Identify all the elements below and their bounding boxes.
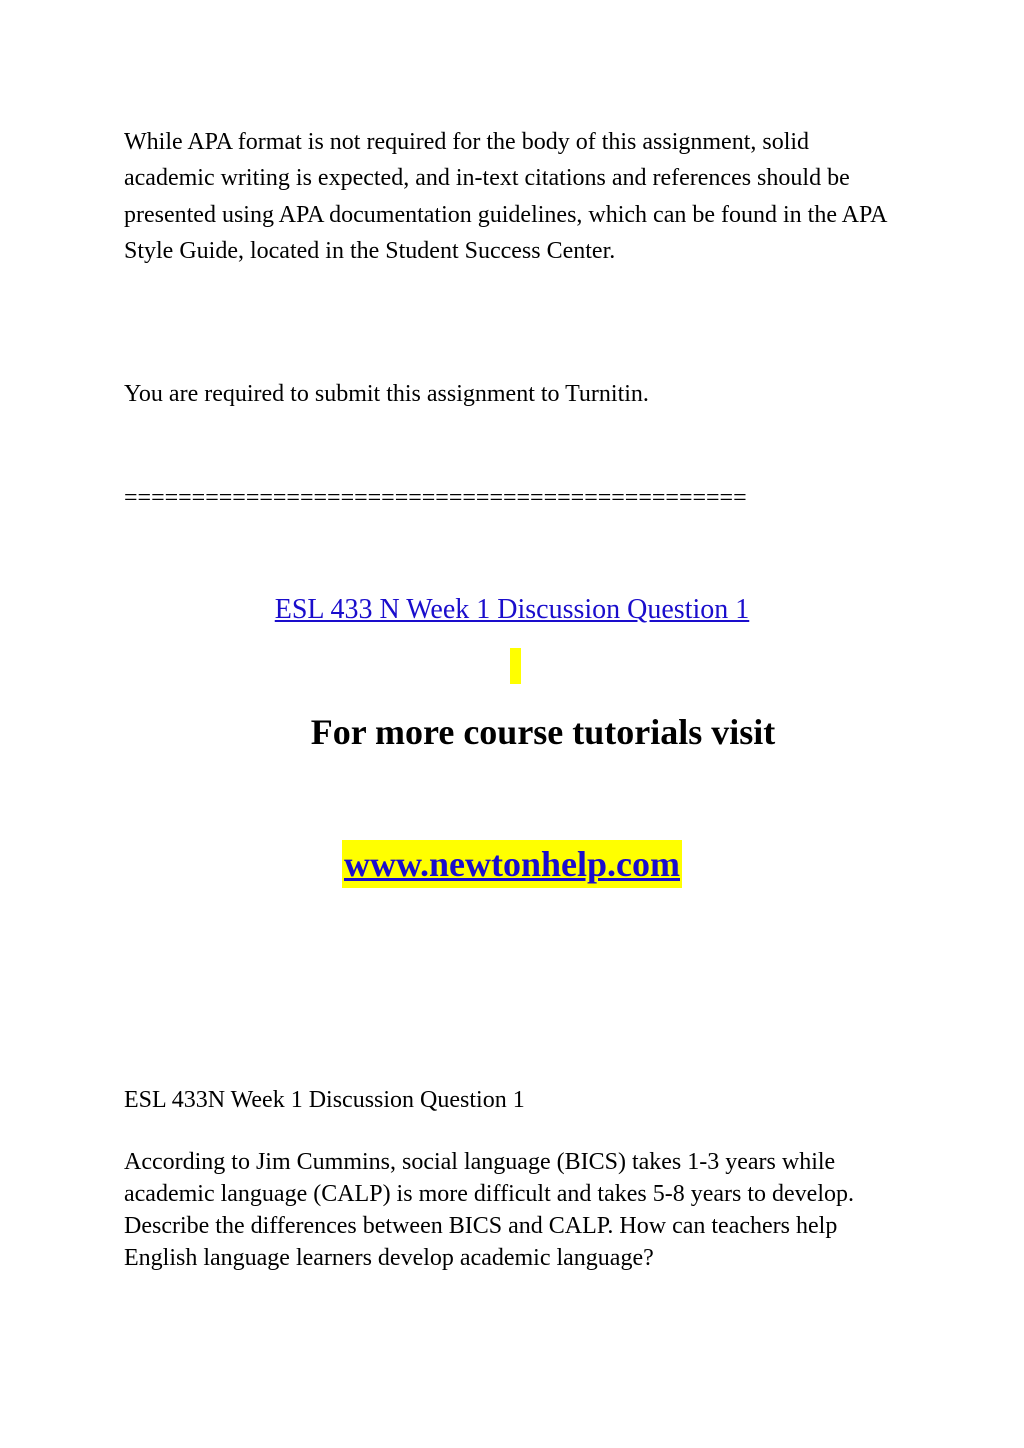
apa-requirement-paragraph: While APA format is not required for the body of this assignment, solid academic writing is expected, and in-text citations and references should be presented using APA documentation guidelines, which can be found in the APA Style Guide, located in the Student Success Center. [124,129,887,265]
tutorials-heading: For more course tutorials visit [310,712,776,752]
text-cursor-highlight [510,648,521,684]
separator-line: ============================================== [124,485,747,511]
newtonhelp-site-link[interactable]: www.newtonhelp.com [342,840,682,888]
course-discussion-link[interactable]: ESL 433 N Week 1 Discussion Question 1 [274,594,750,625]
question-title: ESL 433N Week 1 Discussion Question 1 [124,1087,525,1113]
question-body-paragraph: According to Jim Cummins, social language (BICS) takes 1-3 years while academic language (CALP) is more difficult and takes 5-8 years to develop. Describe the differences between BICS and CALP. How can teachers help English language learners develop academic language? [124,1149,854,1271]
site-link-container [0,840,1024,888]
turnitin-requirement-paragraph: You are required to submit this assignment to Turnitin. [124,381,649,407]
course-link-container [0,590,1024,630]
